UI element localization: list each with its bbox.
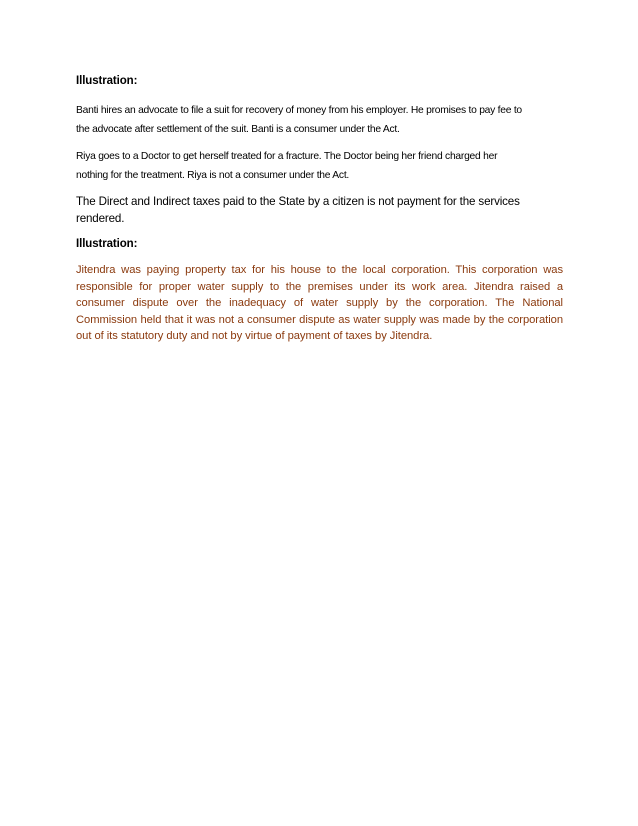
jitendra-paragraph: Jitendra was paying property tax for his house to the local corporation. This corporation was responsible for proper water supply to the premises under its work area. Jitendra raised a consumer dispute over the inadequacy of water supply by the corporation. The National Commission held that it was not a consumer dispute as water supply was made by the corporation out of its statutory duty and not by virtue of payment of taxes by Jitendra.: [76, 264, 563, 342]
taxes-paragraph-line-1: The Direct and Indirect taxes paid to the State by a citizen is not payment for the services: [76, 195, 520, 208]
banti-paragraph-line-1: Banti hires an advocate to file a suit for recovery of money from his employer. He promises to pay fee to: [76, 105, 522, 116]
riya-paragraph-line-1: Riya goes to a Doctor to get herself treated for a fracture. The Doctor being her friend charged her: [76, 151, 498, 162]
taxes-paragraph-line-2: rendered.: [76, 212, 125, 225]
banti-paragraph-line-2: the advocate after settlement of the suit. Banti is a consumer under the Act.: [76, 124, 400, 135]
riya-paragraph: [76, 147, 563, 185]
riya-paragraph-line-2: nothing for the treatment. Riya is not a consumer under the Act.: [76, 170, 350, 181]
taxes-paragraph: [76, 193, 563, 227]
banti-paragraph: [76, 101, 563, 139]
illustration-heading-2: Illustration:: [76, 238, 138, 250]
illustration-heading-1: Illustration:: [76, 75, 138, 87]
